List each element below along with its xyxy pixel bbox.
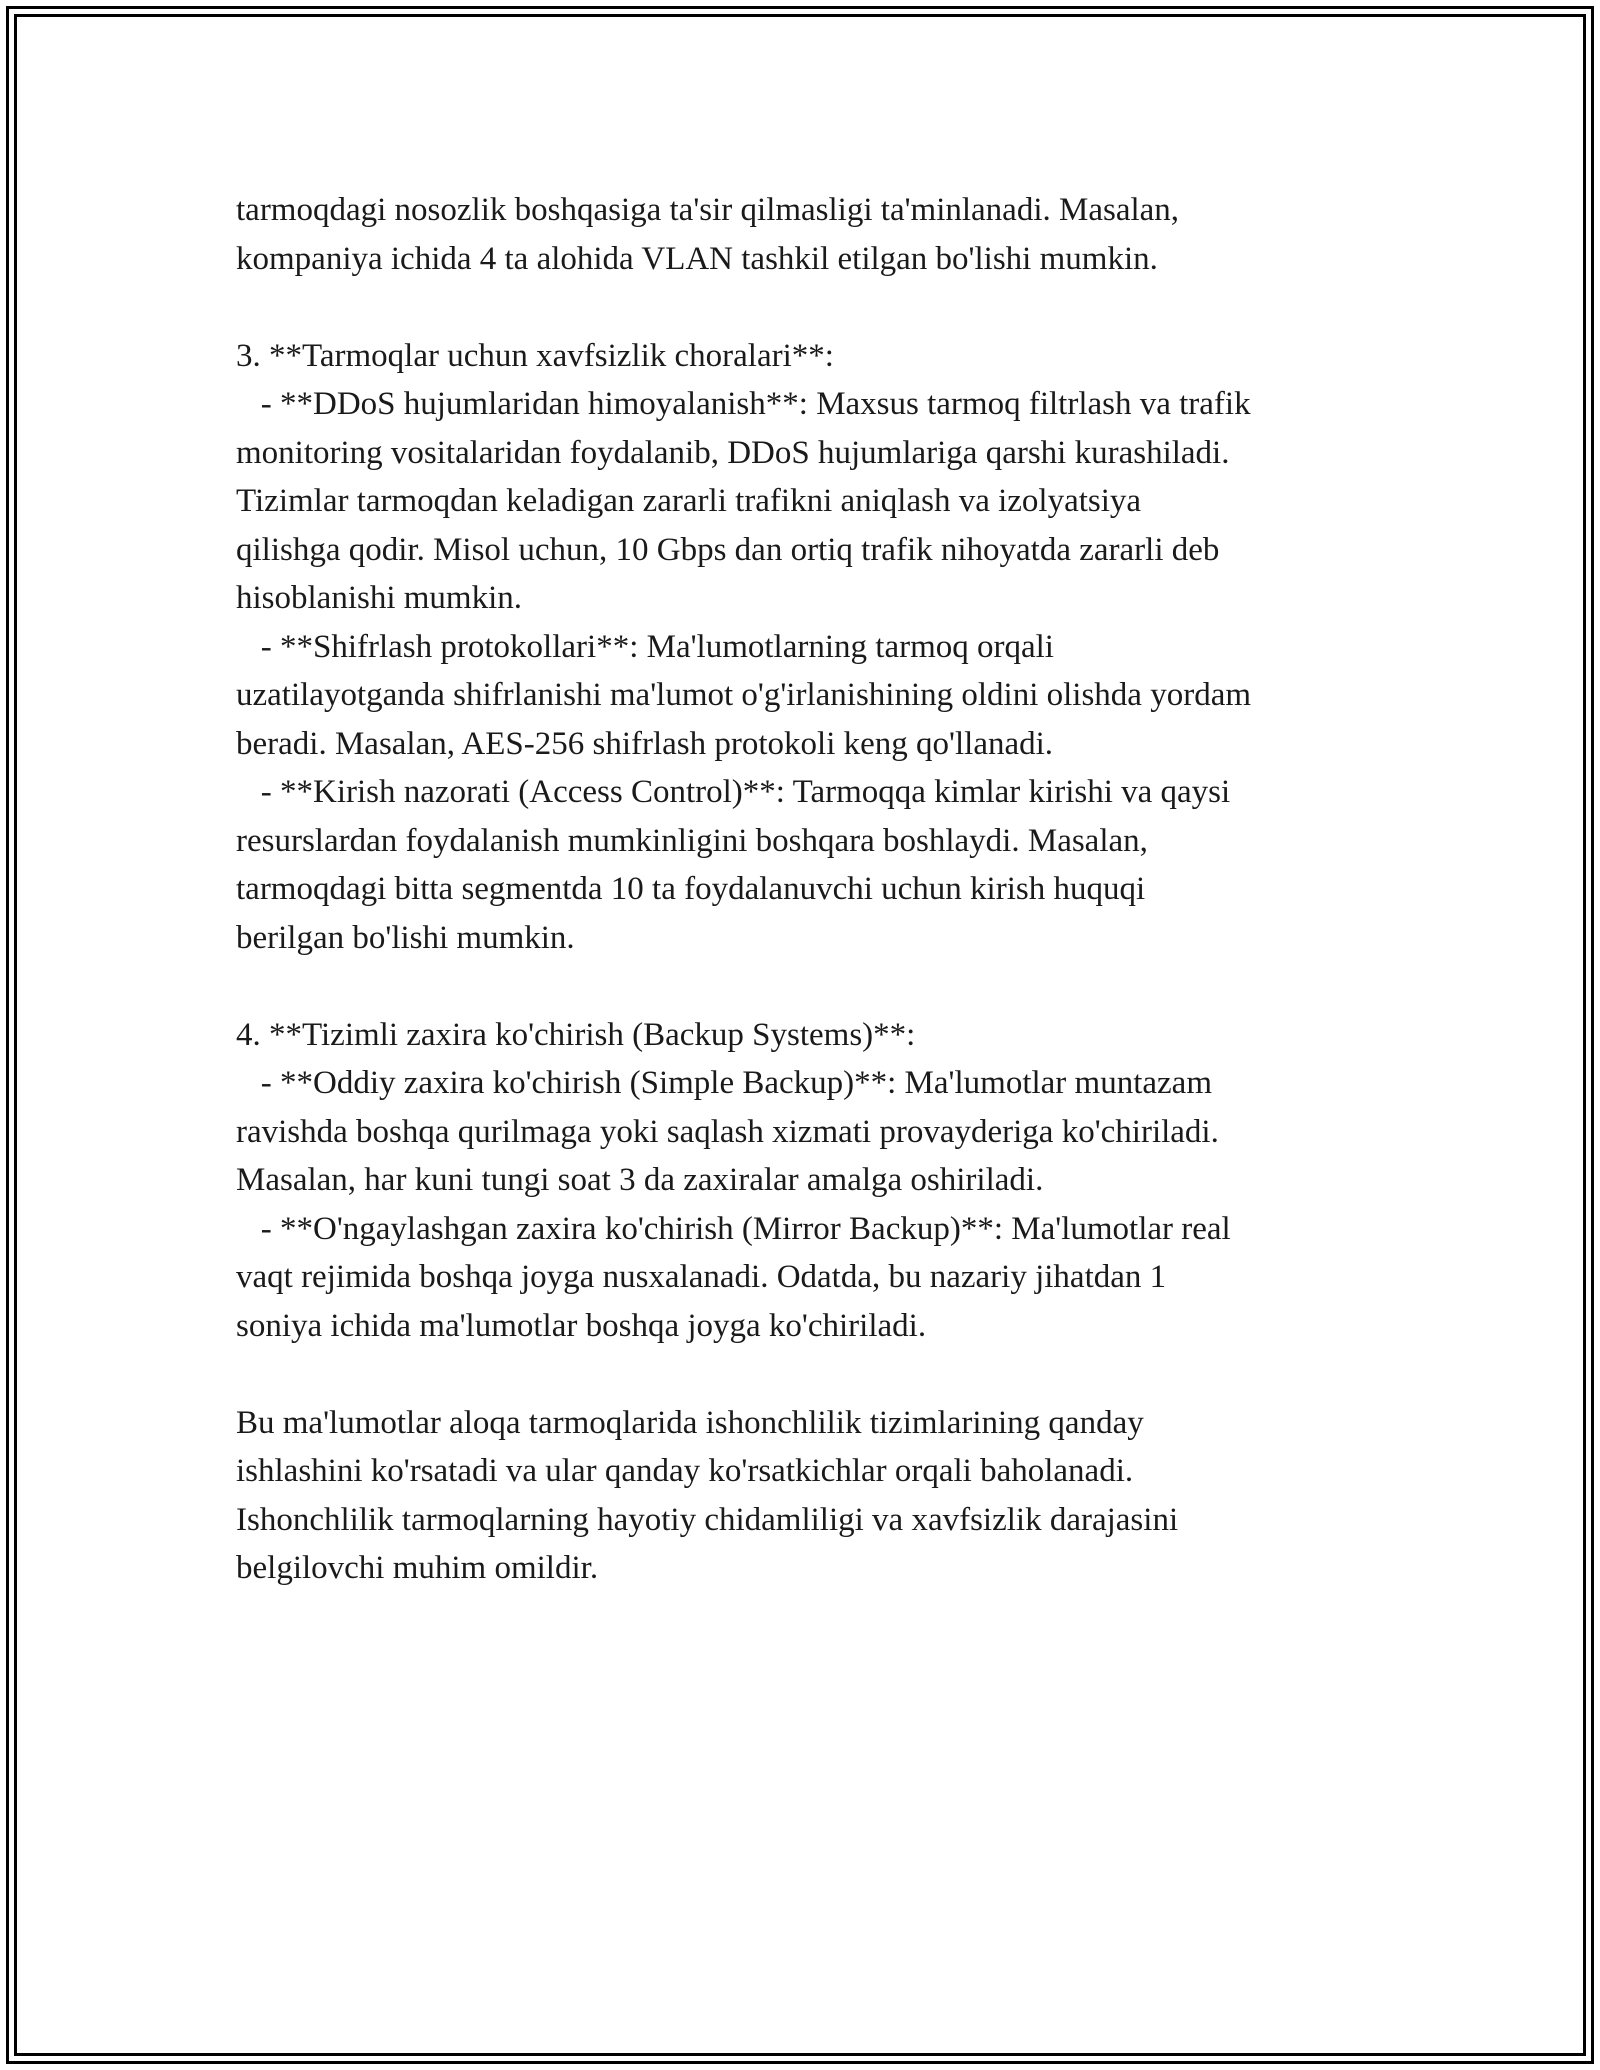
text-line: Ishonchlilik tarmoqlarning hayotiy chidamliligi va xavfsizlik darajasini — [236, 1501, 1179, 1538]
text-line: - **Shifrlash protokollari**: Ma'lumotlarning tarmoq orqali — [236, 628, 1054, 665]
text-line: hisoblanishi mumkin. — [236, 580, 523, 616]
text-line: beradi. Masalan, AES-256 shifrlash protokoli keng qo'llanadi. — [236, 725, 1054, 762]
text-line: - **Kirish nazorati (Access Control)**: Tarmoqqa kimlar kirishi va qaysi — [236, 774, 1231, 810]
list-item-encryption-protocols — [236, 623, 1386, 769]
text-line: soniya ichida ma'lumotlar boshqa joyga ko'chiriladi. — [236, 1307, 927, 1344]
list-item-mirror-backup — [236, 1205, 1386, 1351]
section-security-measures — [236, 332, 1386, 963]
text-line: ravishda boshqa qurilmaga yoki saqlash xizmati provayderiga ko'chiriladi. — [236, 1113, 1219, 1150]
text-line: Masalan, har kuni tungi soat 3 da zaxiralar amalga oshiriladi. — [236, 1162, 1044, 1198]
text-line: tarmoqdagi bitta segmentda 10 ta foydalanuvchi uchun kirish huquqi — [236, 871, 1146, 907]
text-line: - **DDoS hujumlaridan himoyalanish**: Maxsus tarmoq filtrlash va trafik — [236, 386, 1251, 422]
list-item-ddos-protection — [236, 380, 1386, 623]
text-line: resurslardan foydalanish mumkinligini boshqara boshlaydi. Masalan, — [236, 822, 1148, 859]
paragraph-spacer — [236, 962, 1386, 1011]
text-line: Tizimlar tarmoqdan keladigan zararli trafikni aniqlash va izolyatsiya — [236, 483, 1142, 519]
conclusion-paragraph — [236, 1399, 1386, 1593]
list-item-simple-backup — [236, 1059, 1386, 1205]
text-line: Bu ma'lumotlar aloqa tarmoqlarida ishonchlilik tizimlarining qanday — [236, 1404, 1144, 1441]
text-line: vaqt rejimida boshqa joyga nusxalanadi. Odatda, bu nazariy jihatdan 1 — [236, 1259, 1167, 1295]
text-line: - **Oddiy zaxira ko'chirish (Simple Backup)**: Ma'lumotlar muntazam — [236, 1065, 1212, 1101]
text-line: ishlashini ko'rsatadi va ular qanday ko'rsatkichlar orqali baholanadi. — [236, 1453, 1134, 1489]
list-item-access-control — [236, 768, 1386, 962]
text-line: belgilovchi muhim omildir. — [236, 1550, 599, 1586]
section-heading: 4. **Tizimli zaxira ko'chirish (Backup Systems)**: — [236, 1016, 916, 1053]
section-backup-systems — [236, 1011, 1386, 1351]
paragraph-spacer — [236, 1350, 1386, 1399]
text-line: tarmoqdagi nosozlik boshqasiga ta'sir qilmasligi ta'minlanadi. Masalan, — [236, 192, 1180, 228]
text-line: berilgan bo'lishi mumkin. — [236, 919, 575, 956]
text-line: uzatilayotganda shifrlanishi ma'lumot o'g'irlanishining oldini olishda yordam — [236, 677, 1252, 713]
text-line: - **O'ngaylashgan zaxira ko'chirish (Mirror Backup)**: Ma'lumotlar real — [236, 1210, 1231, 1247]
document-body — [236, 186, 1386, 1593]
paragraph-spacer — [236, 283, 1386, 332]
text-line: kompaniya ichida 4 ta alohida VLAN tashkil etilgan bo'lishi mumkin. — [236, 240, 1158, 277]
section-heading: 3. **Tarmoqlar uchun xavfsizlik choralari**: — [236, 337, 834, 374]
intro-paragraph — [236, 186, 1386, 283]
text-line: qilishga qodir. Misol uchun, 10 Gbps dan ortiq trafik nihoyatda zararli deb — [236, 531, 1220, 568]
text-line: monitoring vositalaridan foydalanib, DDoS hujumlariga qarshi kurashiladi. — [236, 434, 1230, 471]
